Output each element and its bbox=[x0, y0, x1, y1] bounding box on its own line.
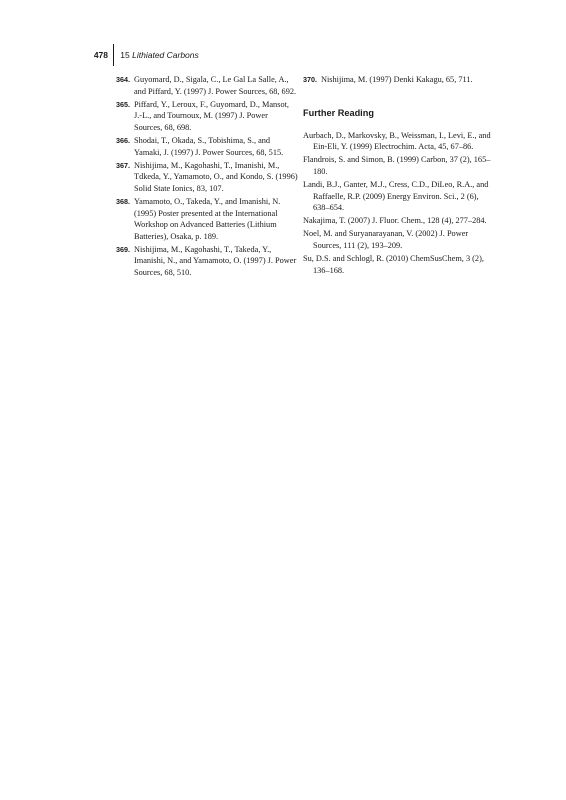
chapter-title: Lithiated Carbons bbox=[132, 50, 199, 60]
reference-number: 369. bbox=[116, 244, 130, 254]
further-reading-item: Aurbach, D., Markovsky, B., Weissman, I., Levi, E., and Ein-Eli, Y. (1999) Electrochim. Acta, 45, 67–86. bbox=[303, 130, 491, 152]
reference-item bbox=[116, 196, 298, 242]
reference-text: Shodai, T., Okada, S., Tobishima, S., and Yamaki, J. (1997) J. Power Sources, 68, 515. bbox=[134, 135, 284, 157]
reference-item bbox=[116, 74, 298, 97]
reference-text: Nishijima, M., Kagohashi, T., Imanishi, M., Tdkeda, Y., Yamamoto, O., and Kondo, S. (1996) Solid State Ionics, 83, 107. bbox=[134, 160, 298, 193]
page-number: 478 bbox=[93, 50, 108, 60]
further-reading-item: Flandrois, S. and Simon, B. (1999) Carbon, 37 (2), 165–180. bbox=[303, 155, 491, 176]
reference-number: 365. bbox=[116, 99, 130, 109]
reference-text: Nishijima, M. (1997) Denki Kakagu, 65, 711. bbox=[321, 75, 473, 84]
reference-text: Yamamoto, O., Takeda, Y., and Imanishi, N. (1995) Poster presented at the International Workshop on Advanced Batteries (Lithium Batteries), Osaka, p. 189. bbox=[134, 196, 281, 241]
further-reading-item: Su, D.S. and Schlogl, R. (2010) ChemSusChem, 3 (2), 136–168. bbox=[303, 254, 484, 275]
reference-item bbox=[116, 244, 298, 279]
reference-text: Guyomard, D., Sigala, C., Le Gal La Salle, A., and Piffard, Y. (1997) J. Power Sources, 68, 692. bbox=[134, 75, 297, 96]
reference-item bbox=[116, 135, 298, 158]
further-reading-item: Landi, B.J., Ganter, M.J., Cress, C.D., DiLeo, R.A., and Raffaelle, R.P. (2009) Energy Environ. Sci., 2 (6), 638–654. bbox=[303, 179, 489, 213]
reference-number: 367. bbox=[116, 160, 130, 170]
reference-number: 370. bbox=[303, 75, 317, 84]
reference-number: 368. bbox=[116, 196, 130, 206]
references-right-column bbox=[303, 74, 493, 278]
reference-number: 366. bbox=[116, 135, 130, 145]
references-left-column bbox=[116, 74, 298, 280]
reference-number: 364. bbox=[116, 75, 130, 84]
further-reading-item: Noel, M. and Suryanarayanan, V. (2002) J. Power Sources, 111 (2), 193–209. bbox=[303, 229, 469, 250]
reference-item bbox=[116, 99, 298, 134]
further-reading-heading: Further Reading bbox=[303, 107, 374, 118]
running-header bbox=[82, 44, 199, 66]
chapter-heading bbox=[114, 50, 198, 60]
further-reading-item: Nakajima, T. (2007) J. Fluor. Chem., 128 (4), 277–284. bbox=[303, 216, 487, 226]
reference-text: Piffard, Y., Leroux, F., Guyomard, D., Mansot, J.-L., and Tournoux, M. (1997) J. Power Sources, 68, 698. bbox=[134, 99, 289, 132]
reference-text: Nishijima, M., Kagohashi, T., Takeda, Y., Imanishi, N., and Yamamoto, O. (1997) J. Power Sources, 68, 510. bbox=[134, 244, 297, 277]
chapter-number: 15 bbox=[120, 50, 130, 60]
reference-item bbox=[116, 160, 298, 195]
reference-item bbox=[303, 74, 493, 86]
